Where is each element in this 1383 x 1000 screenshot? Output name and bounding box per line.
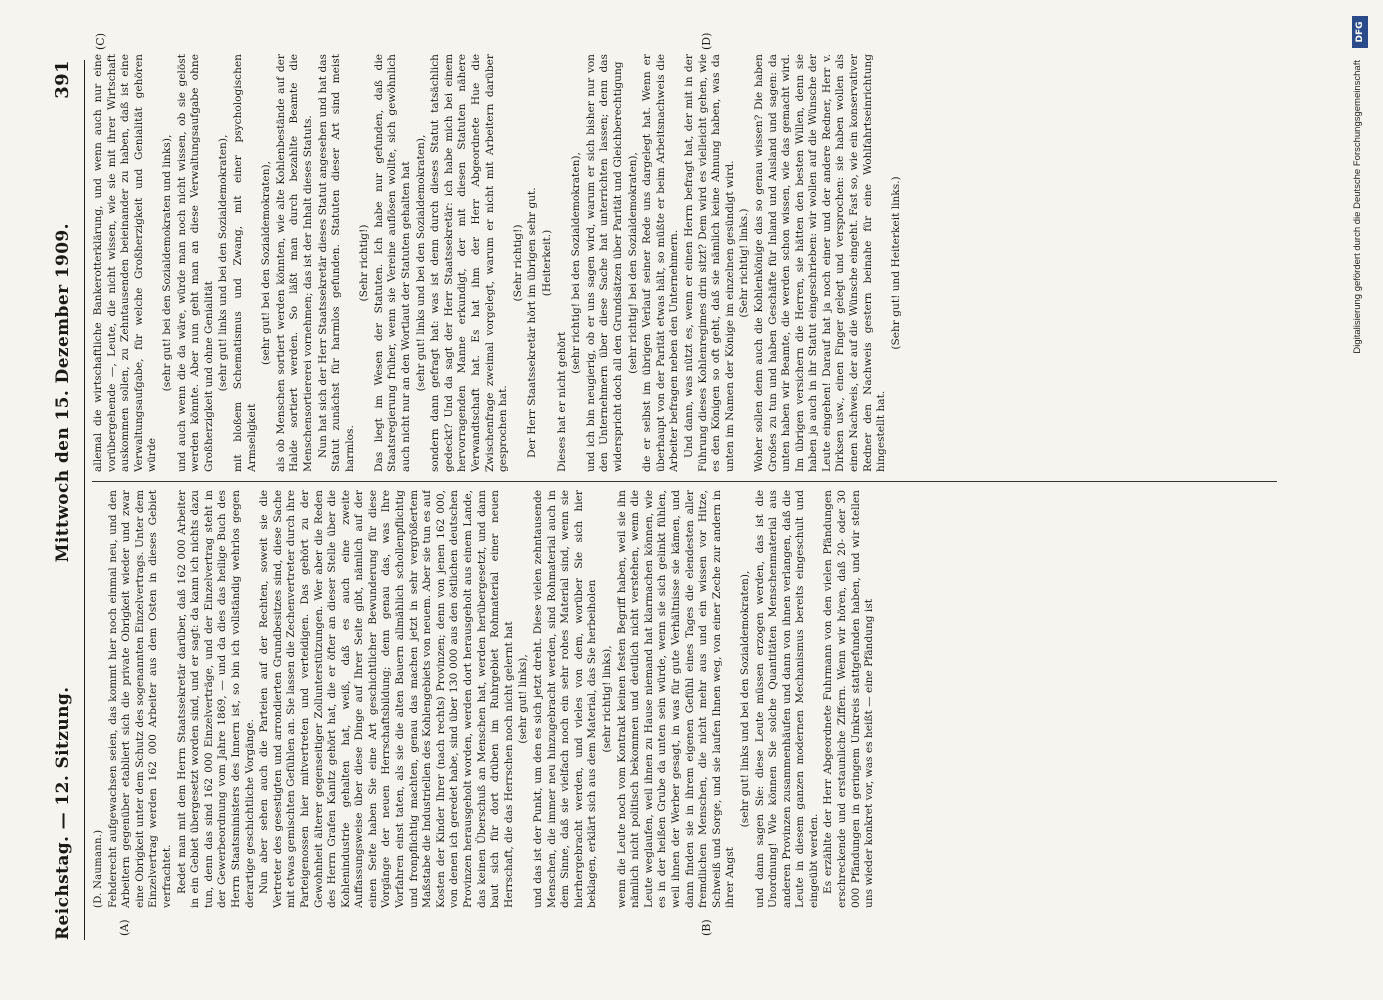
margin-letter-a: (A)	[118, 919, 131, 936]
paragraph: Woher sollen denn auch die Kohlenkönige das so genau wissen? Die haben Großes zu tun und haben Geschäfte für Inland und Ausland und sagen: da unten haben wir Beamte, die werden schon wissen, wie das gemacht wird. Im übrigen versichern die Herren, sie hätten den besten Willen, denn sie haben ja auch in ihr Statut eingeschrieben: wir wollen auf die Wünsche der Leute eingehen! Darauf hat ja noch einer und der andere Redner, Herr v. Dirksen usw., einen Finger gelegt und versprochen: sie haben wollen als einen Nachweis, der auf die Wünsche eingeht. Fast so, wie ein konservativer Redner den Nachweis gestern beinahe für eine Wohlfahrtseinrichtung hingestellt hat.	[752, 54, 888, 472]
paragraph: und ich bin neugierig, ob er uns sagen wird, warum er sich bisher nur von den Unternehmern über diese Sache hat unterrichten lassen; denn das widerspricht doch all den Grundsätzen über Parität und Gleichberechtigung	[584, 54, 624, 472]
left-column	[92, 490, 1282, 908]
page-header	[52, 60, 82, 940]
paragraph: allemal die wirtschaftliche Bankerotterklärung, und wenn auch nur eine vorübergehende —, Leute, die nicht wissen, wie sie mit ihrer Wirtschaft auskommen sollen, zu Zehntausenden beieinander zu haben, daß ist eine Verwaltungsaufgabe, für welche Großherzigkeit und Genialität gehören würde	[92, 54, 159, 472]
paragraph: Redet man mit dem Herrn Staatssekretär darüber, daß 162 000 Arbeiter in ein Gebiet übergesetzt worden sind, und er sagt: da kann ich nichts dazu tun, denn das sind 162 000 Einzelverträge, und der Einzelvertrag steht in der Gewerbeordnung vom Jahre 1869, — und da dies das heilige Buch des Herrn Staatsministers des Innern ist, so bin ich vollständig wehrlos gegen derartige geschichtliche Vorgänge.	[175, 490, 256, 908]
interjection: (sehr gut! links),	[517, 654, 530, 744]
paragraph: die er selbst im übrigen Verlauf seiner Rede uns dargelegt hat. Wenn er überhaupt von der Parität etwas hält, so müßte er beim Arbeitsnachweis die Arbeiter befragen neben den Unternehmern.	[641, 54, 681, 472]
paragraph: sondern dann gefragt hat: was ist denn durch dieses Statut tatsächlich gedeckt? Und da sagt der Herr Staatssekretär: ich habe mich bei einem hervorragenden Manne erkundigt, der mit diesen Statuten nähere Verwandtschaft hat. Es hat ihm der Herr Abgeordnete Hue die Zwischenfrage zweimal vorgelegt, warum er nicht mit Arbeitern darüber gesprochen hat.	[429, 54, 510, 472]
paragraph: mit bloßem Schematismus und Zwang, mit einer psychologischen Armseligkeit	[231, 54, 258, 472]
paragraph: Der Herr Staatssekretär hört im übrigen sehr gut.	[526, 187, 539, 458]
interjection: (sehr richtig! bei den Sozialdemokraten),	[570, 152, 583, 374]
page-number: 391	[52, 60, 73, 99]
paragraph: Nun hat sich der Herr Staatssekretär dieses Statut angesehen und hat das Statut zunächst für harmlos gefunden. Statuten dieser Art sind meist harmlos.	[316, 54, 356, 472]
paragraph: Es erzählte der Herr Abgeordnete Fuhrmann von den vielen Pfändungen erschreckende und erstaunliche Ziffern. Wenn wir hören, daß 20- oder 30 000 Pfändungen in geringem Umkreis stattgefunden haben, und wir stellen uns wieder konkret vor, was es heißt — eine Pfändung ist	[822, 490, 876, 908]
interjection: (sehr gut! bei den Sozialdemokraten),	[260, 160, 273, 366]
paragraph: Das liegt im Wesen der Statuten. Ich habe nur gefunden, daß die Staatsregierung früher, wenn sie Vereine auflösen wollte, sich gewöhnlich auch nicht nur an den Wortlaut der Statuten gehalten hat	[372, 54, 413, 472]
interjection: (Sehr richtig!)	[511, 224, 524, 302]
interjection: (Sehr richtig!)	[358, 224, 371, 302]
interjection: (Sehr gut! und Heiterkeit links.)	[889, 176, 902, 350]
column-divider	[92, 481, 1277, 482]
interjection: (Sehr richtig! links.)	[738, 208, 751, 318]
interjection: (sehr gut! links und bei den Sozialdemokraten),	[217, 134, 230, 392]
paragraph: Und dann, was nützt es, wenn er einen Herrn befragt hat, der mit in der Führung dieses Kohlenregimes drin sitzt? Dem wird es vielleicht gehen, wie es den Königen so oft geht, daß sie nämlich keine Ahnung haben, was da unten im Namen der Könige im einzelnen gesündigt wird.	[682, 54, 736, 472]
paragraph: als ob Menschen sortiert werden könnten, wie alte Kohlenbestände auf der Halde sortiert werden. So läßt man durch bezahlte Beamte die Menschensortiererei vornehmen; das ist der Inhalt dieses Statuts.	[274, 54, 314, 472]
digitization-credit: Digitalisierung gefördert durch die Deutsche Forschungsgemeinschaft	[1352, 60, 1363, 354]
header-rule	[84, 60, 85, 940]
paragraph: Nun aber sehen auch die Parteien auf der Rechten, soweit sie die Vertreter des gesestigten und arrondierten Grundbesitzes sind, diese Sache mit etwas gemischten Gefühlen an. Sie lassen die Zechenvertreter durch ihre Parteigenossen hier mitvertreten und verteidigen. Das gehört zu der Gewohnheit älterer gegenseitiger Zollunterstützungen. Wer aber die Reden des Herrn Grafen Kanitz gehört hat, die er öfter an dieser Stelle über die Kohlenindustrie gehalten hat, weiß, daß es auch eine zweite Auffassungsweise über diese Dinge auf Ihrer Seite gibt, nämlich auf der einen Seite haben Sie eine Art geschichtlicher Bewunderung für diese Vorgänge der neuen Herrschaftsbildung; denn genau das, was Ihre Vorfahren einst taten, als sie die alten Bauern allmählich schollenpflichtig und fronpflichtig machten, genau das machen jetzt in sehr vergrößertem Maßstabe die Industriellen des Kohlengebiets von neuem. Aber sie tun es auf Kosten der Kinder Ihrer (nach rechts) Provinzen; denn von jenen 162 000, von denen ich geredet habe, sind über 130 000 aus den östlichen deutschen Provinzen herausgeholt worden, werden dort herausgeholt aus einem Lande, das keinen Überschuß an Menschen hat, werden herübergesetzt, und dann baut sich für dort drüben im Ruhrgebiet Rohmaterial einer neuen Herrschaft, die das Herrschen noch nicht gelernt hat	[258, 490, 515, 908]
interjection: (sehr richtig! links),	[600, 645, 613, 753]
margin-letter-c: (C)	[94, 33, 107, 50]
right-column	[92, 54, 1282, 472]
interjection: (Heiterkeit.)	[541, 229, 553, 297]
paragraph: und dann sagen Sie: diese Leute müssen erzogen werden, das ist die Unordnung! Wie können Sie solche Quantitäten Menschenmaterial aus anderen Provinzen zusammenhäufen und dann von ihnen verlangen, daß die Leute in diesem ganzen modernen Mechanismus bereits eingeschult und eingeübt werden.	[753, 490, 820, 908]
margin-letter-d: (D)	[700, 32, 713, 50]
margin-letter-b: (B)	[700, 919, 713, 936]
header-session: Reichstag. — 12. Sitzung.	[53, 686, 73, 940]
interjection: (sehr richtig! bei den Sozialdemokraten),	[626, 152, 639, 374]
paragraph: Dieses hat er nicht gehört	[555, 331, 568, 472]
interjection: (sehr gut! links und bei den Sozialdemokraten),	[738, 570, 751, 828]
interjection: (sehr gut! bei den Sozialdemokraten und links),	[160, 134, 173, 392]
paragraph: und auch wenn die da wäre, würde man noch nicht wissen, ob sie gelöst werden könnte. Aber nun geht man an diese Verwaltungsaufgabe ohne Großherzigkeit und ohne Genialität	[175, 54, 215, 472]
speaker-tag: (D. Naumann.)	[93, 829, 104, 908]
paragraph: Fehderecht aufgewachsen seien, das kommt hier noch einmal neu, und den Arbeitern gegenüber etabliert sich die private Obrigkeit wieder und zwar eine Obrigkeit unter dem Schutz des sogenannten Einzelvertrags. Unter dem Einzelvertrag werden 162 000 Arbeiter aus dem Osten in dieses Gebiet verfrachtet.	[106, 490, 173, 908]
paragraph: und das ist der Punkt, um den es sich jetzt dreht. Diese vielen zehntausende Menschen, die immer neu hinzugebracht werden, sind Rohmaterial auch in dem Sinne, daß sie vielfach noch ein sehr rohes Material sind, wenn sie hierhergebracht werden, und vieles von dem, worüber Sie sich hier beklagen, erklärt sich aus dem Material, das Sie herbeiholen	[532, 490, 599, 908]
paragraph: wenn die Leute noch vom Kontrakt keinen festen Begriff haben, weil sie ihn nämlich nicht politisch bekommen und deutlich nicht verstehen, wenn die Leute weglaufen, weil ihnen zu Hause niemand hat klarmachen können, wie es in der heißen Grube da unten sein würde, wenn sie sich gelinkt fühlen, weil ihnen der Werber gesagt, in was für gute Verhältnisse sie kämen, und dann finden sie in ihrem eigenen Gefühl eines Tages die elendesten aller fremdlichen Menschen, die nicht mehr aus und ein wissen vor Hitze, Schweiß und Sorge, und sie laufen Ihnen weg, von einer Zeche zur andern in ihrer Angst	[615, 490, 737, 908]
dfg-logo: DFG	[1352, 16, 1368, 48]
interjection: (sehr gut! links und bei den Sozialdemokraten),	[414, 134, 427, 392]
header-date: Mittwoch den 15. Dezember 1909.	[53, 223, 73, 563]
